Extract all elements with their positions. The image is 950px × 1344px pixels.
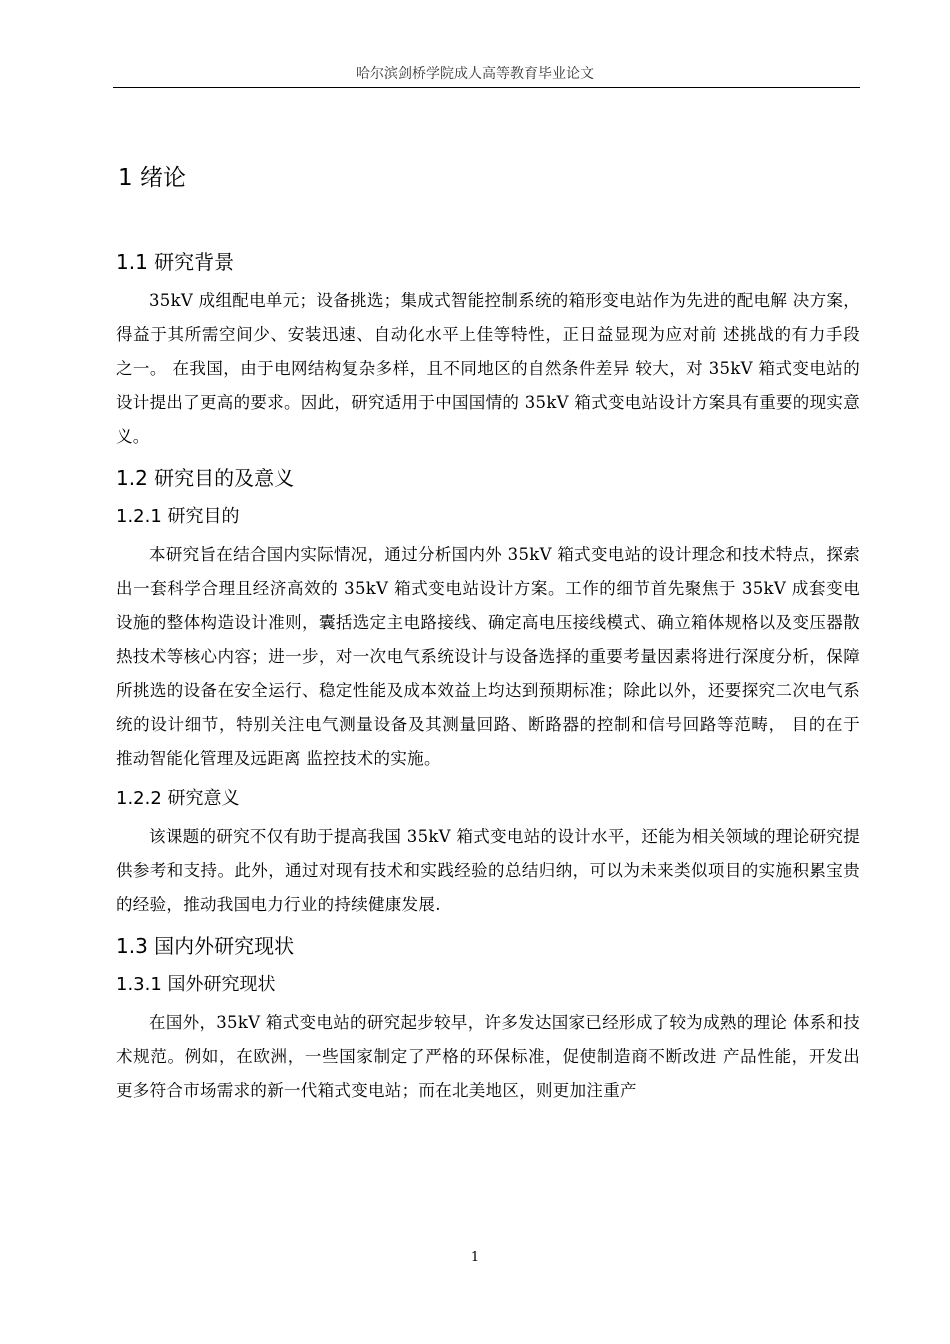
section-title-1-2-2: 1.2.2 研究意义 (116, 788, 240, 809)
section-title-1-2-1: 1.2.1 研究目的 (116, 506, 240, 527)
section-title-1-3-1: 1.3.1 国外研究现状 (116, 974, 276, 995)
section-title-1-3: 1.3 国内外研究现状 (116, 934, 295, 958)
page-number: 1 (470, 1250, 480, 1265)
document-body (116, 158, 860, 1114)
section-title-1-2: 1.2 研究目的及意义 (116, 466, 295, 490)
chapter-title: 1 绪论 (118, 165, 186, 191)
header-divider (113, 87, 860, 88)
paragraph-research-background: 35kV 成组配电单元；设备挑选；集成式智能控制系统的箱形变电站作为先进的配电解 决方案，得益于其所需空间少、安装迅速、自动化水平上佳等特性，正日益显现为应对前 述挑战的有力手段之一。 在我国，由于电网结构复杂多样，且不同地区的自然条件差异 较大，对 35kV 箱式变电站的设计提出了更高的要求。因此，研究适用于中国国情的 35kV 箱式变电站设计方案具有重要的现实意义。 (116, 291, 860, 446)
paragraph-research-significance: 该课题的研究不仅有助于提高我国 35kV 箱式变电站的设计水平，还能为相关领域的理论研究提供参考和支持。此外，通过对现有技术和实践经验的总结归纳，可以为未来类似项目的实施积累宝贵的经验，推动我国电力行业的持续健康发展. (116, 827, 860, 914)
paragraph-research-purpose: 本研究旨在结合国内实际情况，通过分析国内外 35kV 箱式变电站的设计理念和技术特点，探索出一套科学合理且经济高效的 35kV 箱式变电站设计方案。工作的细节首先聚焦于 35kV 成套变电设施的整体构造设计准则，囊括选定主电路接线、确定高电压接线模式、确立箱体规格以及变压器散热技术等核心内容；进一步，对一次电气系统设计与设备选择的重要考量因素将进行深度分析，保障所挑选的设备在安全运行、稳定性能及成本效益上均达到预期标准；除此以外，还要探究二次电气系统的设计细节，特别关注电气测量设备及其测量回路、断路器的控制和信号回路等范畴， 目的在于推动智能化管理及远距离 监控技术的实施。 (116, 545, 860, 768)
paragraph-foreign-research: 在国外，35kV 箱式变电站的研究起步较早，许多发达国家已经形成了较为成熟的理论 体系和技术规范。例如，在欧洲，一些国家制定了严格的环保标准，促使制造商不断改进 产品性能，开发出更多符合市场需求的新一代箱式变电站；而在北美地区，则更加注重产 (116, 1013, 860, 1100)
page-header-title: 哈尔滨剑桥学院成人高等教育毕业论文 (356, 66, 594, 82)
section-title-1-1: 1.1 研究背景 (116, 250, 235, 274)
